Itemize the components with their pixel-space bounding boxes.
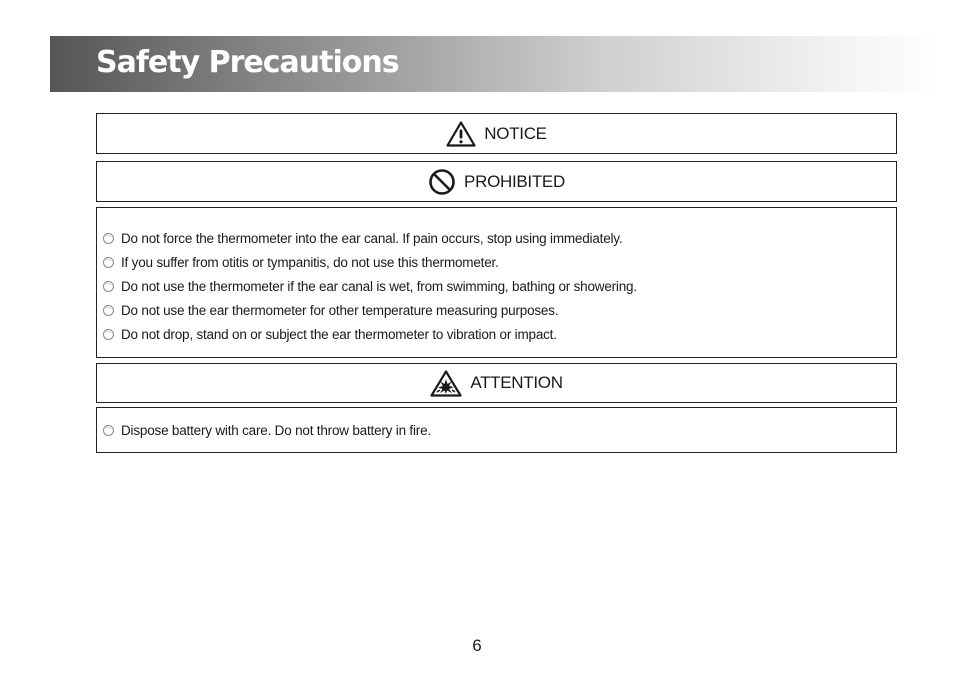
bullet-icon xyxy=(103,233,114,244)
list-item: Do not use the thermometer if the ear canal is wet, from swimming, bathing or showering. xyxy=(103,274,637,298)
bullet-icon xyxy=(103,329,114,340)
bullet-icon xyxy=(103,281,114,292)
bullet-icon xyxy=(103,425,114,436)
prohibited-circle-icon xyxy=(428,168,456,196)
notice-label: NOTICE xyxy=(484,123,547,143)
notice-header xyxy=(96,113,897,154)
bullet-icon xyxy=(103,257,114,268)
page-number: 6 xyxy=(472,636,482,655)
prohibited-list xyxy=(103,226,637,346)
prohibited-label: PROHIBITED xyxy=(464,171,565,191)
title-banner xyxy=(50,36,940,92)
attention-header xyxy=(96,363,897,403)
list-item: Do not drop, stand on or subject the ear thermometer to vibration or impact. xyxy=(103,322,637,346)
list-item: If you suffer from otitis or tympanitis, do not use this thermometer. xyxy=(103,250,637,274)
list-item: Do not force the thermometer into the ear canal. If pain occurs, stop using immediately. xyxy=(103,226,637,250)
attention-list xyxy=(103,418,431,442)
page-title: Safety Precautions xyxy=(96,45,399,80)
bullet-icon xyxy=(103,305,114,316)
list-item: Dispose battery with care. Do not throw battery in fire. xyxy=(103,418,431,442)
attention-list-box xyxy=(96,407,897,453)
attention-label: ATTENTION xyxy=(470,373,563,392)
prohibited-header xyxy=(96,161,897,202)
prohibited-list-box xyxy=(96,207,897,358)
list-item: Do not use the ear thermometer for other temperature measuring purposes. xyxy=(103,298,637,322)
explosion-warning-icon xyxy=(430,370,462,397)
warning-triangle-icon xyxy=(446,121,476,147)
